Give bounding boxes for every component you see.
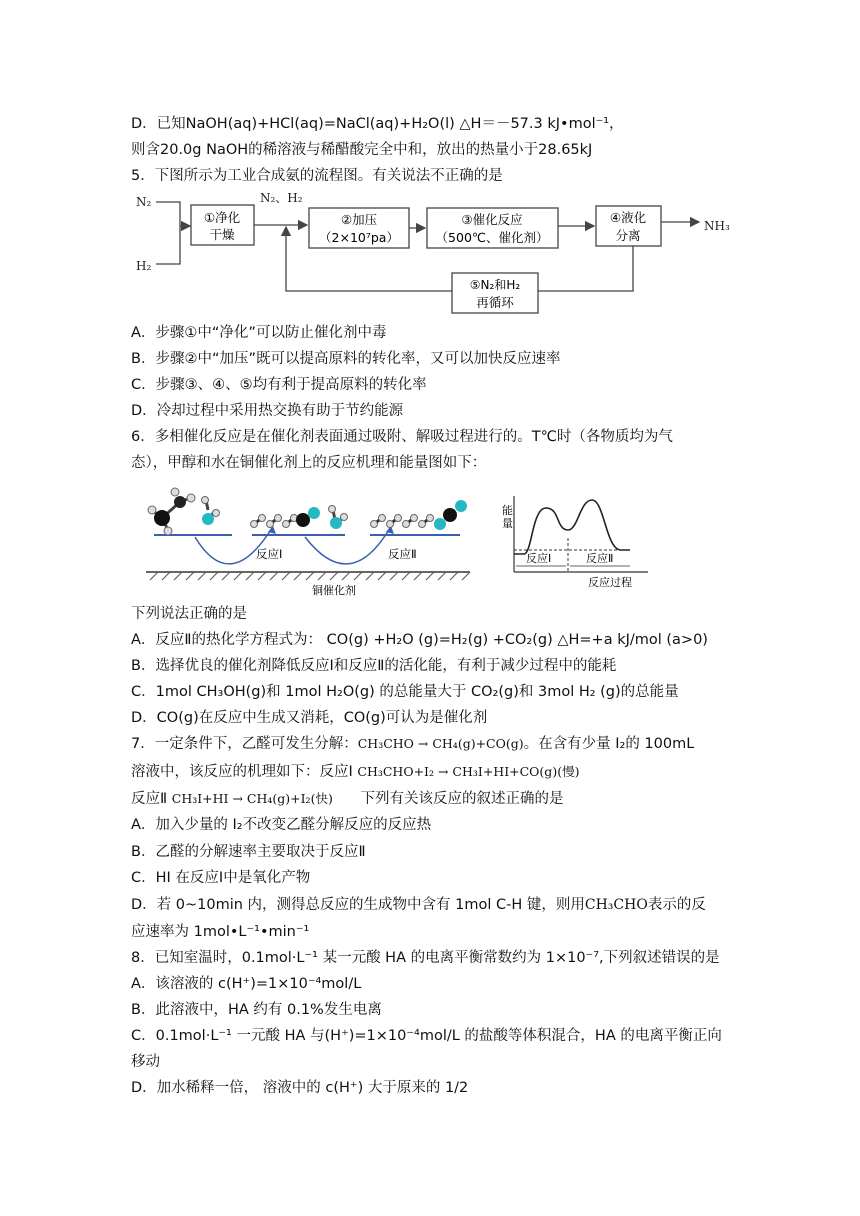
react2-label: 反应Ⅱ xyxy=(388,547,417,561)
catalysis-mechanism-figure xyxy=(140,480,475,600)
process-axis-label: 反应过程 xyxy=(588,576,632,589)
q6-option-d: D．CO(g)在反应中生成又消耗，CO(g)可认为是催化剂 xyxy=(131,710,488,726)
q7-option-d-line2: 应速率为 1mol•L⁻¹•min⁻¹ xyxy=(131,924,310,940)
ammonia-synthesis-flowchart xyxy=(128,186,768,318)
q7-stem-line2 xyxy=(131,762,579,782)
flow-box4-line2: 分离 xyxy=(615,228,641,243)
hydrogen-and-co2-group xyxy=(371,500,468,530)
q7-stem-b: 。在含有少量 I₂的 100mL xyxy=(523,736,695,752)
q4-option-d-line1: D．已知NaOH(aq)+HCl(aq)=NaCl(aq)+H₂O(l) △H＝－57.3 kJ•mol⁻¹， xyxy=(131,116,624,132)
q6-stem-line1: 6．多相催化反应是在催化剂表面通过吸附、解吸过程进行的。T℃时（各物质均为气 xyxy=(131,429,673,445)
energy-axis-char-1: 能 xyxy=(502,504,513,517)
flow-box4-line1: ④液化 xyxy=(609,210,647,225)
q7-stem-line3 xyxy=(131,789,563,809)
q5-option-d: D．冷却过程中采用热交换有助于节约能源 xyxy=(131,403,404,419)
q5-option-c: C．步骤③、④、⑤均有利于提高原料的转化率 xyxy=(131,377,427,393)
energy-axis-label: 能量 xyxy=(496,490,498,491)
water-molecule-1 xyxy=(202,497,220,526)
q8-stem: 8．已知室温时，0.1mol·L⁻¹ 某一元酸 HA 的电离平衡常数约为 1×10⁻⁷,下列叙述错误的是 xyxy=(131,950,720,966)
q7-slow: (慢) xyxy=(557,764,580,779)
q5-option-a: A．步骤①中“净化”可以防止催化剂中毒 xyxy=(131,325,387,341)
stage2-label: 反应Ⅱ xyxy=(586,552,614,565)
flow-box2-line1: ②加压 xyxy=(340,212,378,227)
q7-line3-b: 下列有关该反应的叙述正确的是 xyxy=(360,791,564,807)
q7-equation-2: CH₃I+HI → CH₄(g)+I₂ xyxy=(171,791,311,806)
q7-option-b: B．乙醛的分解速率主要取决于反应Ⅱ xyxy=(131,844,366,860)
q7-stem-line1 xyxy=(131,734,694,754)
q6-option-b: B．选择优良的催化剂降低反应Ⅰ和反应Ⅱ的活化能，有利于减少过程中的能耗 xyxy=(131,658,617,674)
flow-box1-line2: 干燥 xyxy=(209,227,235,242)
q7-option-c: C．HI 在反应Ⅰ中是氧化产物 xyxy=(131,870,311,886)
q8-option-c-line1: C．0.1mol·L⁻¹ 一元酸 HA 与(H⁺)=1×10⁻⁴mol/L 的盐酸等体积混合，HA 的电离平衡正向 xyxy=(131,1028,722,1044)
q6-prompt: 下列说法正确的是 xyxy=(131,606,247,622)
energy-axis-char-2: 量 xyxy=(502,517,513,530)
flow-box5-line1: ⑤N₂和H₂ xyxy=(469,278,521,292)
q7-line3-a: 反应Ⅱ xyxy=(131,791,168,807)
q8-option-c-line2: 移动 xyxy=(131,1054,160,1070)
hydrogen-and-co-group xyxy=(251,506,348,530)
q7-line2-a: 溶液中，该反应的机理如下：反应Ⅰ xyxy=(131,764,353,780)
stage1-label: 反应Ⅰ xyxy=(526,552,552,565)
flow-n2-label: N₂ xyxy=(136,195,152,209)
q8-option-b: B．此溶液中，HA 约有 0.1%发生电离 xyxy=(131,1002,382,1018)
methanol-molecule xyxy=(148,488,195,535)
q8-option-a: A．该溶液的 c(H⁺)=1×10⁻⁴mol/L xyxy=(131,976,362,992)
q7-option-d-a: D．若 0~10min 内，测得总反应的生成物中含有 1mol C-H 键，则用 xyxy=(131,897,585,913)
q6-option-a: A．反应Ⅱ的热化学方程式为： CO(g) +H₂O (g)=H₂(g) +CO₂(g) △H=+a kJ/mol (a>0) xyxy=(131,632,708,648)
q4-option-d-line2: 则含20.0g NaOH的稀溶液与稀醋酸完全中和，放出的热量小于28.65kJ xyxy=(131,142,593,158)
q6-option-c: C．1mol CH₃OH(g)和 1mol H₂O(g) 的总能量大于 CO₂(g)和 3mol H₂ (g)的总能量 xyxy=(131,684,679,700)
q5-option-b: B．步骤②中“加压”既可以提高原料的转化率，又可以加快反应速率 xyxy=(131,351,561,367)
q7-option-d-b: 表示的反 xyxy=(647,897,706,913)
q8-option-d: D．加水稀释一倍， 溶液中的 c(H⁺) 大于原来的 1/2 xyxy=(131,1080,469,1096)
flow-box5-line2: 再循环 xyxy=(476,295,514,310)
q5-stem: 5．下图所示为工业合成氨的流程图。有关说法不正确的是 xyxy=(131,168,503,184)
q6-stem-line2: 态），甲醇和水在铜催化剂上的反应机理和能量图如下： xyxy=(131,455,487,471)
q7-stem-a: 7．一定条件下，乙醛可发生分解： xyxy=(131,736,358,752)
q7-equation-main: CH₃CHO → CH₄(g)+CO(g) xyxy=(357,736,524,751)
copper-catalyst-label: 铜催化剂 xyxy=(312,584,356,597)
q7-fast: (快) xyxy=(310,791,333,806)
flow-box3-line2: （500℃、催化剂） xyxy=(435,230,549,245)
energy-diagram xyxy=(496,490,656,590)
flow-box2-line2: （2×10⁷pa） xyxy=(319,230,399,245)
q7-equation-1: CH₃CHO+I₂ → CH₃I+HI+CO(g) xyxy=(357,764,558,779)
flow-box1-line1: ①净化 xyxy=(203,210,241,225)
q7-option-d-formula: CH₃CHO xyxy=(584,897,648,913)
flow-n2h2-label: N₂、H₂ xyxy=(260,191,303,205)
flow-h2-label: H₂ xyxy=(136,259,152,273)
q7-option-d-line1 xyxy=(131,895,706,915)
react1-label: 反应Ⅰ xyxy=(256,547,283,561)
flow-box3-line1: ③催化反应 xyxy=(461,212,523,227)
flow-nh3-label: NH₃ xyxy=(704,219,730,233)
q7-option-a: A．加入少量的 I₂不改变乙醛分解反应的反应热 xyxy=(131,817,432,833)
